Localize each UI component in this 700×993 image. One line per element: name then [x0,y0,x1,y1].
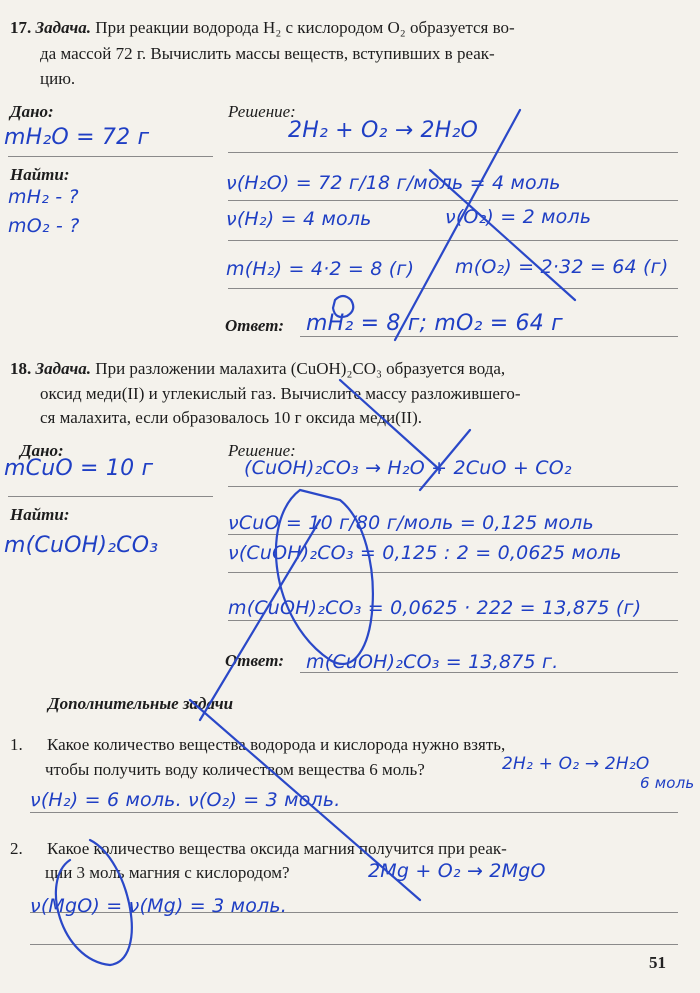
extra-q1-number: 1. [10,735,23,754]
task18-text-line3: ся малахита, если образовалось 10 г оксида меди(II). [40,408,422,427]
task18-text-line1: При разложении малахита (CuOH)₂CO₃ образуется вода, [95,359,506,378]
extra-q1-line1: Какое количество вещества водорода и кислорода нужно взять, [47,735,506,754]
extra-q2-line1: Какое количество вещества оксида магния получится при реак- [47,839,507,858]
task17-hw-find2: mO₂ - ? [8,215,80,237]
task17-hw-find1: mH₂ - ? [8,186,79,208]
task17-solution-label: Решение: [228,102,296,121]
task17-rule-2 [228,200,678,201]
task18-statement [10,358,690,380]
task18-given-rule [8,496,213,497]
task18-hw-find: m(CuOH)₂CO₃ [4,533,159,558]
task18-title: Задача. [35,359,92,378]
extra-q2-rule-2 [30,944,678,945]
extra-q1-hw-answer: ν(H₂) = 6 моль. ν(O₂) = 3 моль. [30,789,341,811]
extra-q2-hw-answer: ν(MgO) = ν(Mg) = 3 моль. [30,895,288,917]
extra-q1-rule-1 [30,812,678,813]
task18-hw-solution2: νCuO = 10 г/80 г/моль = 0,125 моль [228,512,594,534]
extra-q1-hw-mol: 6 моль [640,774,695,792]
task18-hw-answer: m(CuOH)₂CO₃ = 13,875 г. [306,651,559,673]
task17-rule-3 [228,240,678,241]
task17-rule-1 [228,152,678,153]
task18-rule-4 [228,620,678,621]
task18-rule-2 [228,534,678,535]
task18-given-label: Дано: [20,441,64,460]
extra-q2-line1-row [10,838,507,860]
task17-text-line1: При реакции водорода H₂ с кислородом O₂ образуется во- [95,18,515,37]
task17-text-line2: да массой 72 г. Вычислить массы веществ, вступивших в реак- [40,44,495,63]
task17-answer-label: Ответ: [225,316,285,335]
task18-text-line2: оксид меди(II) и углекислый газ. Вычислите массу разложившего- [40,384,521,403]
task17-hw-solution3a: ν(H₂) = 4 моль [226,208,372,230]
task18-find-label: Найти: [10,505,70,524]
task17-hw-solution2: ν(H₂O) = 72 г/18 г/моль = 4 моль [226,172,561,194]
task18-rule-3 [228,572,678,573]
task18-hw-solution1: (CuOH)₂CO₃ → H₂O + 2CuO + CO₂ [244,457,572,479]
task17-given-rule [8,156,213,157]
task17-find-label: Найти: [10,165,70,184]
task17-hw-given: mH₂O = 72 г [4,125,150,150]
task18-hw-solution4: m(CuOH)₂CO₃ = 0,0625 · 222 = 13,875 (г) [228,597,642,619]
task18-number: 18. [10,359,32,378]
task18-hw-solution3: ν(CuOH)₂CO₃ = 0,125 : 2 = 0,0625 моль [228,542,622,564]
page-number: 51 [649,953,666,972]
task17-statement [10,17,690,39]
task18-answer-label: Ответ: [225,651,285,670]
extra-q2-hw-equation: 2Mg + O₂ → 2MgO [368,860,546,882]
task18-rule-1 [228,486,678,487]
task17-given-label: Дано: [10,102,54,121]
extra-q1-hw-equation: 2H₂ + O₂ → 2H₂O [502,754,650,774]
extra-heading: Дополнительные задачи [48,694,234,713]
task17-hw-solution1: 2H₂ + O₂ → 2H₂O [288,118,479,143]
task17-hw-answer: mH₂ = 8 г; mO₂ = 64 г [306,311,563,336]
task17-hw-solution4b: m(O₂) = 2·32 = 64 (г) [455,256,669,278]
task18-hw-given: mCuO = 10 г [4,456,154,481]
extra-q1-line1-row [10,734,505,756]
task18-solution-label: Решение: [228,441,296,460]
extra-q2-number: 2. [10,839,23,858]
task17-answer-rule [300,336,678,337]
task17-hw-solution4a: m(H₂) = 4·2 = 8 (г) [226,258,415,280]
task17-title: Задача. [35,18,92,37]
task17-number: 17. [10,18,32,37]
task17-hw-solution3b: ν(O₂) = 2 моль [445,206,592,228]
task17-rule-4 [228,288,678,289]
extra-q2-line2: ции 3 моль магния с кислородом? [45,863,290,882]
task17-text-line3: цию. [40,69,76,88]
extra-q1-line2: чтобы получить воду количеством вещества 6 моль? [45,760,425,779]
